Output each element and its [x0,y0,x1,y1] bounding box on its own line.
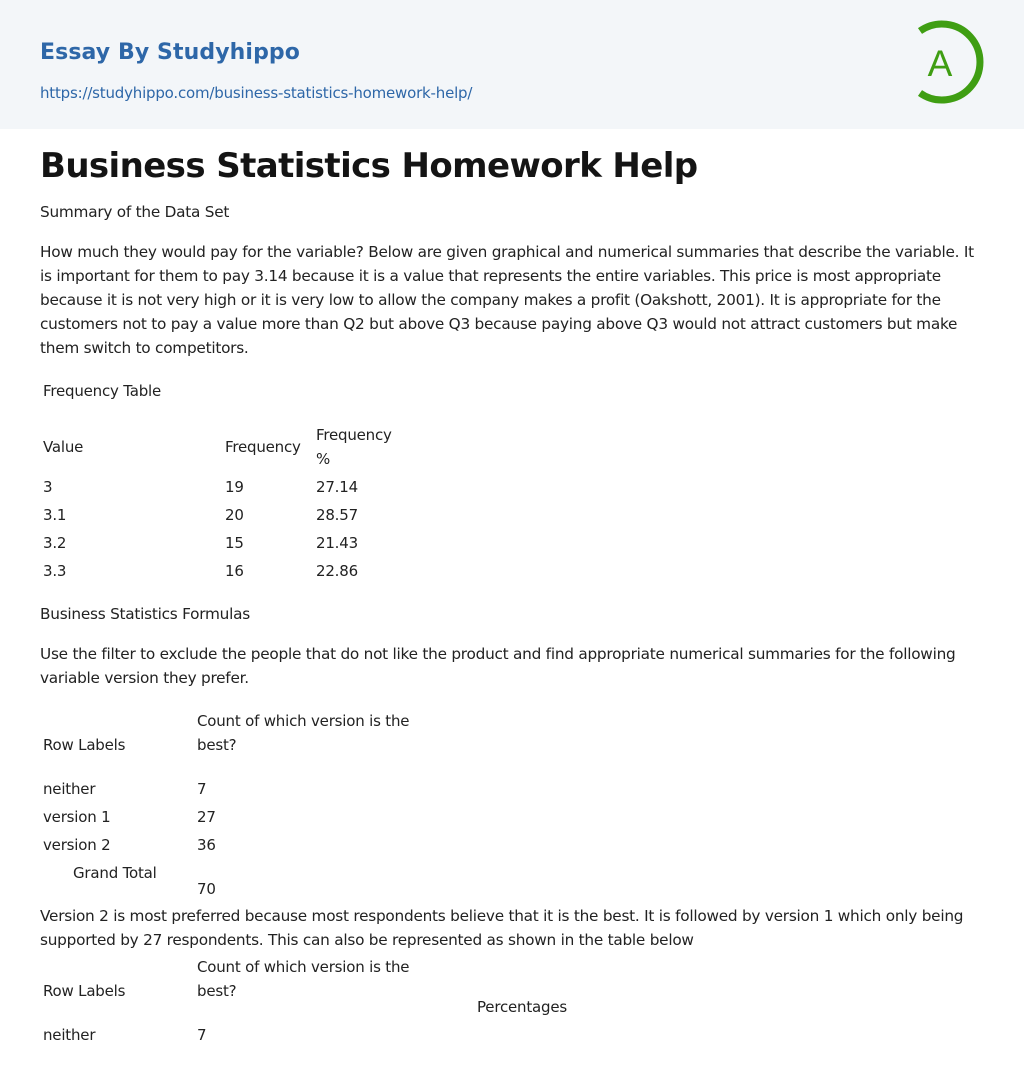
section-heading-summary: Summary of the Data Set [40,203,230,221]
cell-frequency: 20 [225,506,244,524]
cell-label: version 1 [43,808,111,826]
table-caption: Frequency Table [43,382,162,400]
paragraph-filter: Use the filter to exclude the people that do not like the product and find appropriate numerical summaries for the following variable version they prefer. [40,645,956,687]
site-title: Essay By Studyhippo [40,40,300,65]
column-header-value: Value [43,438,84,456]
column-header-percentages: Percentages [477,998,567,1016]
cell-percent: 27.14 [316,478,358,496]
column-header-frequency-pct: Frequency [316,426,392,444]
cell-count: 27 [197,808,216,826]
column-header-count: Count of which version is the [197,958,410,976]
cell-label: neither [43,1026,96,1044]
cell-value: 3.2 [43,534,67,552]
column-header-count: Count of which version is the [197,712,410,730]
cell-frequency: 16 [225,562,244,580]
paragraph-price: How much they would pay for the variable? Below are given graphical and numerical summaries that describe the variable. It is important for them to pay 3.14 because it is a value that represents the entire variables. This price is most appropriate because it is not very high or it is very low to allow the company makes a profit (Oakshott, 2001). It is appropriate for the customers not to pay a value more than Q2 but above Q3 because paying above Q3 would not attract customers but make them switch to competitors. [40,243,974,357]
logo-letter: A [927,43,953,84]
column-header-count-cont: best? [197,982,237,1000]
site-header [0,0,1024,129]
grand-total-value: 70 [197,880,216,898]
column-header-row-labels: Row Labels [43,982,126,1000]
cell-percent: 21.43 [316,534,358,552]
studyhippo-logo-icon[interactable] [912,18,988,106]
grand-total-label: Grand Total [73,864,157,882]
page-title: Business Statistics Homework Help [40,146,698,186]
paragraph-version: Version 2 is most preferred because most respondents believe that it is the best. It is followed by version 1 which only being supported by 27 respondents. This can also be represented as shown in the table below [40,907,964,949]
cell-value: 3 [43,478,53,496]
cell-frequency: 15 [225,534,244,552]
cell-count: 7 [197,780,207,798]
cell-label: version 2 [43,836,111,854]
cell-count: 7 [197,1026,207,1044]
section-heading-formulas: Business Statistics Formulas [40,605,250,623]
cell-count: 36 [197,836,216,854]
cell-label: neither [43,780,96,798]
cell-frequency: 19 [225,478,244,496]
column-header-row-labels: Row Labels [43,736,126,754]
column-header-pct-sign: % [316,450,331,468]
column-header-count-cont: best? [197,736,237,754]
cell-value: 3.3 [43,562,67,580]
cell-percent: 28.57 [316,506,358,524]
column-header-frequency: Frequency [225,438,301,456]
cell-percent: 22.86 [316,562,358,580]
cell-value: 3.1 [43,506,67,524]
source-url-link[interactable]: https://studyhippo.com/business-statistics-homework-help/ [40,84,473,102]
